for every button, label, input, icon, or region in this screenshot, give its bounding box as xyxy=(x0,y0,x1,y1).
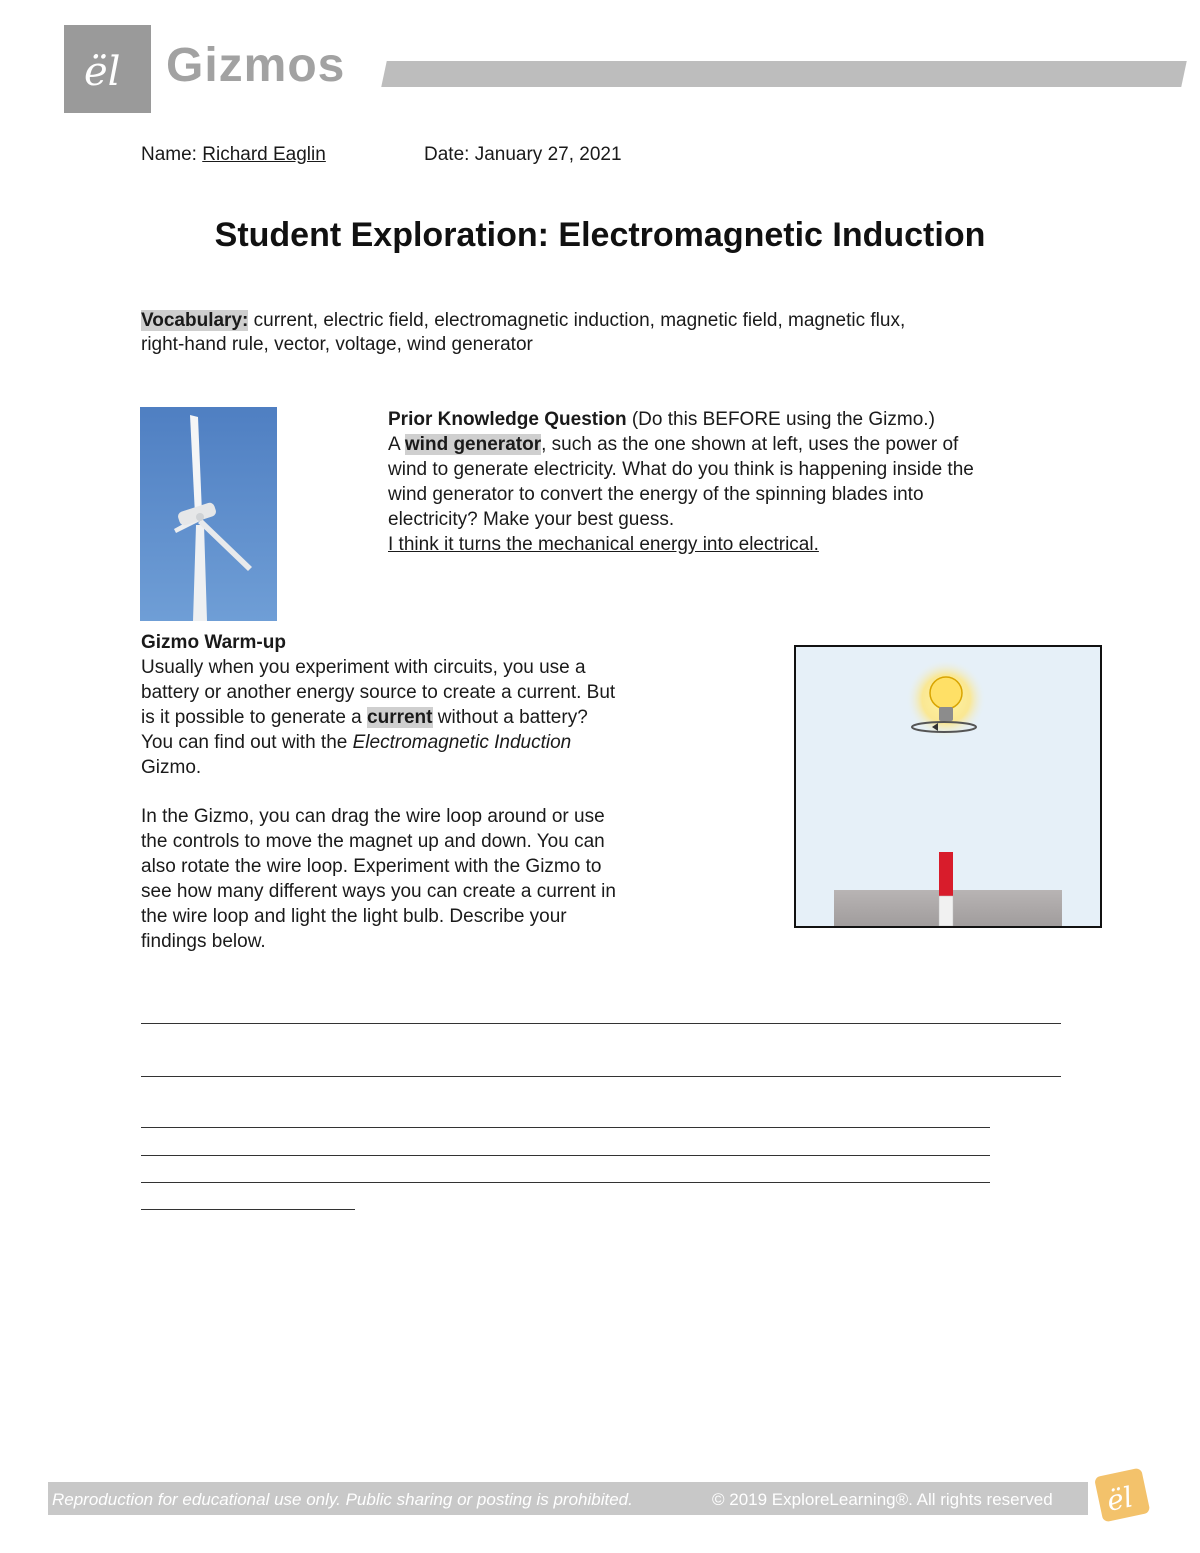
prior-knowledge-line-3: wind generator to convert the energy of the spinning blades into xyxy=(388,484,924,505)
prior-knowledge-note: (Do this BEFORE using the Gizmo.) xyxy=(631,409,935,430)
page-title: Student Exploration: Electromagnetic Induction xyxy=(214,216,986,254)
date-row xyxy=(424,142,622,167)
date-label: Date: xyxy=(424,144,470,165)
explorelearning-logo-icon xyxy=(64,25,151,113)
warmup-heading: Gizmo Warm-up xyxy=(141,632,286,653)
answer-line[interactable] xyxy=(141,1182,990,1183)
vocabulary-line-1 xyxy=(141,308,905,333)
prior-knowledge-line-4: electricity? Make your best guess. xyxy=(388,509,675,530)
gizmo-light-bulb-magnet-icon xyxy=(794,645,1102,928)
prior-text: , such as the one shown at left, uses the power of xyxy=(541,434,959,455)
prior-knowledge-line-1 xyxy=(388,432,958,457)
warmup-p1-line-3 xyxy=(141,705,588,730)
wind-turbine-photo xyxy=(140,407,277,621)
current-term: current xyxy=(367,707,433,728)
warmup-p1-line-2: battery or another energy source to create a current. But xyxy=(141,682,616,703)
name-value: Richard Eaglin xyxy=(202,144,326,165)
warmup-text: is it possible to generate a xyxy=(141,707,362,728)
answer-line[interactable] xyxy=(141,1209,355,1210)
prior-knowledge-line-2: wind to generate electricity. What do you think is happening inside the xyxy=(388,459,974,480)
warmup-p2-line-3: also rotate the wire loop. Experiment with the Gizmo to xyxy=(141,856,602,877)
answer-line[interactable] xyxy=(141,1023,1061,1024)
svg-text:ël: ël xyxy=(84,49,121,95)
explorelearning-footer-logo-icon xyxy=(1090,1462,1154,1526)
warmup-p1-line-4 xyxy=(141,730,571,755)
warmup-p1-line-1: Usually when you experiment with circuits, you use a xyxy=(141,657,586,678)
warmup-p1-line-5: Gizmo. xyxy=(141,757,202,778)
warmup-p2-line-5: the wire loop and light the light bulb. Describe your xyxy=(141,906,567,927)
prior-knowledge-title: Prior Knowledge Question xyxy=(388,409,627,430)
warmup-p2-line-1: In the Gizmo, you can drag the wire loop around or use xyxy=(141,806,605,827)
prior-knowledge-answer[interactable]: I think it turns the mechanical energy into electrical. xyxy=(388,534,819,555)
warmup-p2-line-6: findings below. xyxy=(141,931,266,952)
vocabulary-label: Vocabulary: xyxy=(141,310,249,331)
answer-line[interactable] xyxy=(141,1076,1061,1077)
answer-line[interactable] xyxy=(141,1155,990,1156)
footer-reproduction-notice: Reproduction for educational use only. Public sharing or posting is prohibited. xyxy=(52,1490,633,1509)
vocabulary-terms-2: right-hand rule, vector, voltage, wind generator xyxy=(141,334,533,355)
name-row xyxy=(141,142,326,167)
brand-name: Gizmos xyxy=(166,39,346,92)
warmup-p2-line-2: the controls to move the magnet up and down. You can xyxy=(141,831,605,852)
footer-copyright: © 2019 ExploreLearning®. All rights reserved xyxy=(712,1490,1053,1509)
svg-text:ël: ël xyxy=(1103,1480,1136,1518)
header-bar xyxy=(381,61,1187,87)
warmup-text: without a battery? xyxy=(437,707,588,728)
warmup-text: You can find out with the xyxy=(141,732,348,753)
warmup-p2-line-4: see how many different ways you can create a current in xyxy=(141,881,616,902)
name-label: Name: xyxy=(141,144,197,165)
prior-knowledge-heading xyxy=(388,407,935,432)
date-value: January 27, 2021 xyxy=(474,144,622,165)
wind-generator-term: wind generator xyxy=(404,434,542,455)
prior-text: A xyxy=(388,434,400,455)
vocabulary-terms-1: current, electric field, electromagnetic induction, magnetic field, magnetic flux, xyxy=(253,310,906,331)
gizmo-name: Electromagnetic Induction xyxy=(352,732,572,753)
answer-line[interactable] xyxy=(141,1127,990,1128)
